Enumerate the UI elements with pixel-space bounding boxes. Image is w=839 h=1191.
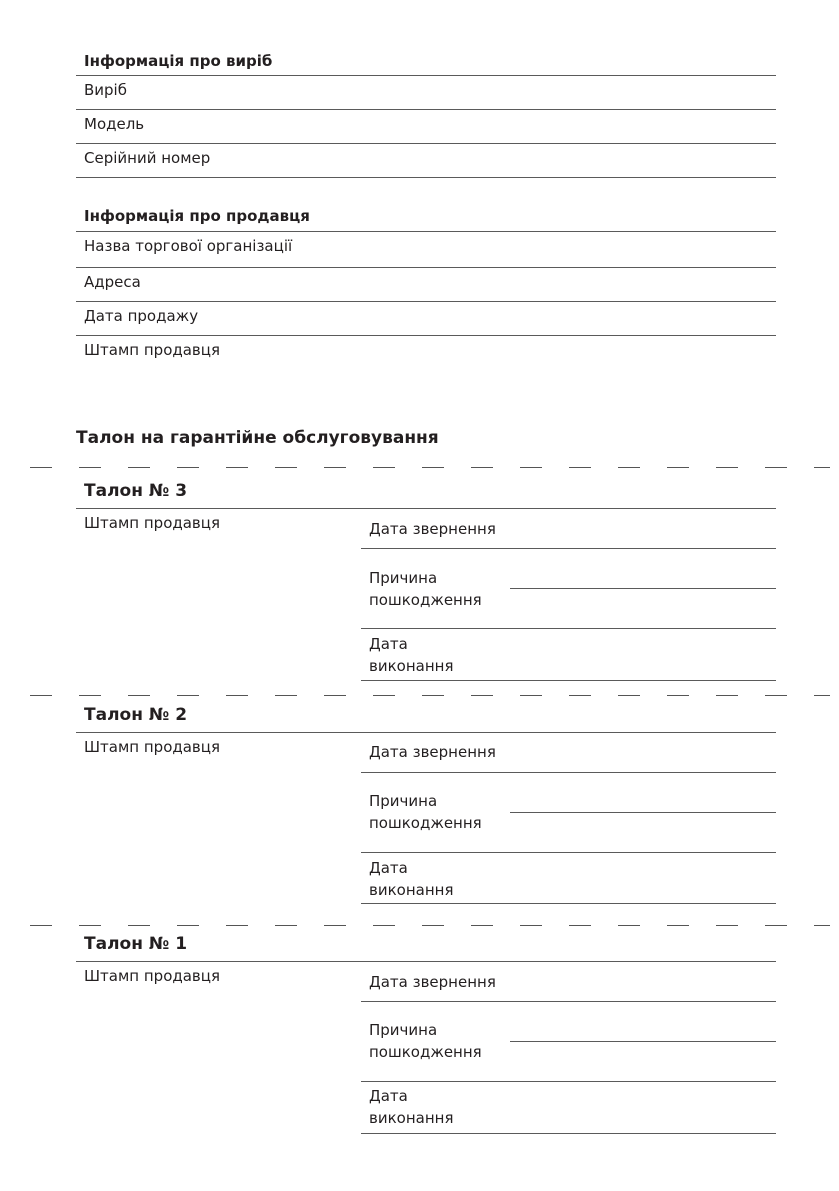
ticket-stamp-label: Штамп продавця — [84, 738, 221, 756]
divider — [76, 109, 776, 110]
warranty-title: Талон на гарантійне обслуговування — [76, 428, 439, 448]
divider — [510, 588, 776, 589]
field-damage-reason[interactable]: Причина пошкодження — [369, 569, 482, 609]
field-address[interactable]: Адреса — [84, 273, 141, 291]
divider — [361, 772, 776, 773]
divider — [76, 177, 776, 178]
field-seller-stamp[interactable]: Штамп продавця — [84, 341, 221, 359]
field-request-date[interactable]: Дата звернення — [369, 973, 496, 991]
divider — [510, 812, 776, 813]
ticket-title: Талон № 3 — [84, 481, 188, 501]
product-info-title: Інформація про виріб — [84, 52, 273, 70]
divider — [361, 1133, 776, 1134]
divider — [76, 335, 776, 336]
divider — [76, 75, 776, 76]
divider — [361, 1081, 776, 1082]
field-serial-number[interactable]: Серійний номер — [84, 149, 211, 167]
field-model[interactable]: Модель — [84, 115, 145, 133]
field-request-date[interactable]: Дата звернення — [369, 743, 496, 761]
divider — [510, 1041, 776, 1042]
divider — [76, 961, 776, 962]
divider — [361, 1001, 776, 1002]
divider — [76, 143, 776, 144]
field-damage-reason[interactable]: Причина пошкодження — [369, 1021, 482, 1061]
ticket-stamp-label: Штамп продавця — [84, 514, 221, 532]
divider — [76, 732, 776, 733]
divider — [361, 548, 776, 549]
field-product[interactable]: Виріб — [84, 81, 127, 99]
cut-line — [30, 467, 830, 468]
divider — [76, 267, 776, 268]
divider — [361, 680, 776, 681]
field-organization-name[interactable]: Назва торгової організації — [84, 237, 293, 255]
divider — [76, 231, 776, 232]
seller-info-title: Інформація про продавця — [84, 207, 310, 225]
cut-line — [30, 925, 830, 926]
field-sale-date[interactable]: Дата продажу — [84, 307, 199, 325]
divider — [76, 508, 776, 509]
field-completion-date[interactable]: Дата виконання — [369, 859, 454, 899]
divider — [361, 628, 776, 629]
ticket-title: Талон № 2 — [84, 705, 188, 725]
field-request-date[interactable]: Дата звернення — [369, 520, 496, 538]
divider — [361, 903, 776, 904]
ticket-stamp-label: Штамп продавця — [84, 967, 221, 985]
cut-line — [30, 695, 830, 696]
divider — [361, 852, 776, 853]
field-damage-reason[interactable]: Причина пошкодження — [369, 792, 482, 832]
field-completion-date[interactable]: Дата виконання — [369, 1087, 454, 1127]
ticket-title: Талон № 1 — [84, 934, 188, 954]
divider — [76, 301, 776, 302]
field-completion-date[interactable]: Дата виконання — [369, 635, 454, 675]
